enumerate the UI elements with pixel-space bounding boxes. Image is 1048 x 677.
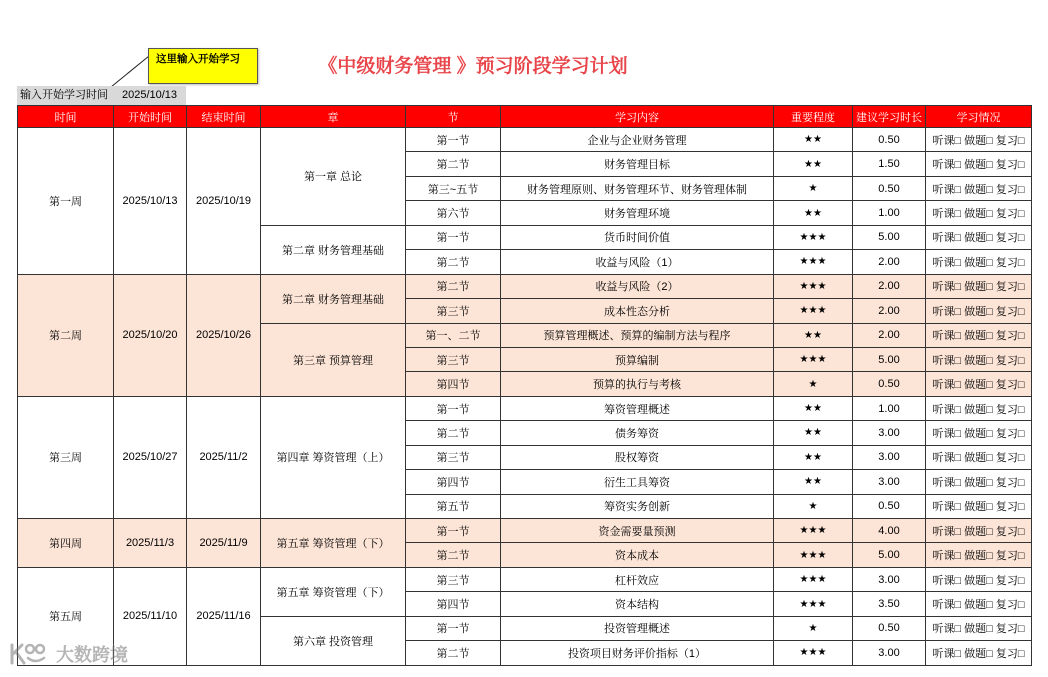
study-content: 收益与风险（2） — [501, 275, 774, 299]
importance-stars: ★★★ — [774, 275, 853, 299]
suggested-hours: 1.00 — [853, 397, 926, 421]
section-label: 第一节 — [406, 128, 501, 152]
review-checkbox[interactable]: 复习□ — [995, 183, 1025, 196]
practice-checkbox[interactable]: 做题□ — [964, 232, 993, 245]
status-checklist — [926, 568, 1032, 592]
suggested-hours: 3.00 — [853, 641, 926, 665]
importance-stars: ★★ — [774, 152, 853, 176]
status-checklist — [926, 348, 1032, 372]
suggested-hours: 2.00 — [853, 299, 926, 323]
section-label: 第三节 — [406, 568, 501, 592]
study-content: 衍生工具筹资 — [501, 470, 774, 494]
study-content: 资金需要量预测 — [501, 519, 774, 543]
chapter-name: 第四章 筹资管理（上） — [261, 397, 406, 519]
lecture-checkbox[interactable]: 听课□ — [932, 134, 962, 147]
review-checkbox[interactable]: 复习□ — [995, 305, 1025, 318]
status-checklist — [926, 592, 1032, 616]
importance-stars: ★★★ — [774, 592, 853, 616]
suggested-hours: 3.00 — [853, 470, 926, 494]
study-plan-table — [17, 105, 1032, 666]
review-checkbox[interactable]: 复习□ — [995, 550, 1025, 563]
section-label: 第一节 — [406, 397, 501, 421]
section-label: 第二节 — [406, 641, 501, 665]
importance-stars: ★★★ — [774, 519, 853, 543]
review-checkbox[interactable]: 复习□ — [995, 501, 1025, 514]
importance-stars: ★★ — [774, 201, 853, 225]
chapter-name: 第三章 预算管理 — [261, 324, 406, 397]
status-checklist — [926, 128, 1032, 152]
lecture-checkbox[interactable]: 听课□ — [932, 623, 962, 636]
chapter-name: 第一章 总论 — [261, 128, 406, 226]
study-content: 资本结构 — [501, 592, 774, 616]
study-content: 债务筹资 — [501, 421, 774, 445]
section-label: 第二节 — [406, 543, 501, 567]
section-label: 第三节 — [406, 348, 501, 372]
lecture-checkbox[interactable]: 听课□ — [932, 550, 962, 563]
suggested-hours: 3.00 — [853, 446, 926, 470]
importance-stars: ★★★ — [774, 226, 853, 250]
practice-checkbox[interactable]: 做题□ — [964, 550, 993, 563]
section-label: 第一节 — [406, 519, 501, 543]
importance-stars: ★★★ — [774, 543, 853, 567]
section-label: 第四节 — [406, 470, 501, 494]
lecture-checkbox[interactable]: 听课□ — [932, 647, 962, 660]
suggested-hours: 0.50 — [853, 495, 926, 519]
section-label: 第五节 — [406, 495, 501, 519]
watermark-text: 大数跨境 — [56, 645, 128, 665]
suggested-hours: 5.00 — [853, 226, 926, 250]
importance-stars: ★★ — [774, 128, 853, 152]
review-checkbox[interactable]: 复习□ — [995, 208, 1025, 221]
column-header-start-date: 开始时间 — [114, 106, 187, 128]
importance-stars: ★★ — [774, 446, 853, 470]
review-checkbox[interactable]: 复习□ — [995, 232, 1025, 245]
status-checklist — [926, 397, 1032, 421]
study-content: 资本成本 — [501, 543, 774, 567]
importance-stars: ★★ — [774, 470, 853, 494]
suggested-hours: 0.50 — [853, 128, 926, 152]
section-label: 第一节 — [406, 617, 501, 641]
section-label: 第一节 — [406, 226, 501, 250]
week-label: 第四周 — [18, 519, 114, 568]
study-content: 投资项目财务评价指标（1） — [501, 641, 774, 665]
practice-checkbox[interactable]: 做题□ — [964, 427, 993, 440]
review-checkbox[interactable]: 复习□ — [995, 281, 1025, 294]
column-header-time: 时间 — [18, 106, 114, 128]
importance-stars: ★ — [774, 372, 853, 396]
chapter-name: 第五章 筹资管理（下） — [261, 519, 406, 568]
chapter-name: 第二章 财务管理基础 — [261, 226, 406, 275]
study-content: 预算编制 — [501, 348, 774, 372]
week-label: 第一周 — [18, 128, 114, 275]
status-checklist — [926, 470, 1032, 494]
suggested-hours: 5.00 — [853, 348, 926, 372]
week-label: 第二周 — [18, 275, 114, 397]
suggested-hours: 3.00 — [853, 568, 926, 592]
review-checkbox[interactable]: 复习□ — [995, 134, 1025, 147]
importance-stars: ★ — [774, 495, 853, 519]
column-header-chapter: 章 — [261, 106, 406, 128]
week-start-date: 2025/11/3 — [114, 519, 187, 568]
lecture-checkbox[interactable]: 听课□ — [932, 183, 962, 196]
lecture-checkbox[interactable]: 听课□ — [932, 305, 962, 318]
status-checklist — [926, 226, 1032, 250]
review-checkbox[interactable]: 复习□ — [995, 330, 1025, 343]
lecture-checkbox[interactable]: 听课□ — [932, 452, 962, 465]
status-checklist — [926, 641, 1032, 665]
importance-stars: ★★ — [774, 324, 853, 348]
importance-stars: ★ — [774, 617, 853, 641]
week-start-date: 2025/10/20 — [114, 275, 187, 397]
study-content: 投资管理概述 — [501, 617, 774, 641]
section-label: 第三~五节 — [406, 177, 501, 201]
start-date-label: 输入开始学习时间 — [20, 89, 108, 101]
review-checkbox[interactable]: 复习□ — [995, 427, 1025, 440]
review-checkbox[interactable]: 复习□ — [995, 379, 1025, 392]
review-checkbox[interactable]: 复习□ — [995, 647, 1025, 660]
section-label: 第二节 — [406, 275, 501, 299]
lecture-checkbox[interactable]: 听课□ — [932, 256, 962, 269]
practice-checkbox[interactable]: 做题□ — [964, 501, 993, 514]
status-checklist — [926, 543, 1032, 567]
status-checklist — [926, 324, 1032, 348]
suggested-hours: 5.00 — [853, 543, 926, 567]
callout-connector-line — [105, 50, 151, 90]
importance-stars: ★★★ — [774, 568, 853, 592]
practice-checkbox[interactable]: 做题□ — [964, 330, 993, 343]
importance-stars: ★★★ — [774, 348, 853, 372]
practice-checkbox[interactable]: 做题□ — [964, 305, 993, 318]
status-checklist — [926, 617, 1032, 641]
importance-stars: ★★★ — [774, 641, 853, 665]
study-content: 财务管理目标 — [501, 152, 774, 176]
importance-stars: ★★ — [774, 397, 853, 421]
week-end-date: 2025/11/9 — [187, 519, 261, 568]
column-header-content: 学习内容 — [501, 106, 774, 128]
section-label: 第一、二节 — [406, 324, 501, 348]
section-label: 第三节 — [406, 299, 501, 323]
study-content: 筹资实务创新 — [501, 495, 774, 519]
practice-checkbox[interactable]: 做题□ — [964, 134, 993, 147]
review-checkbox[interactable]: 复习□ — [995, 525, 1025, 538]
chapter-name: 第六章 投资管理 — [261, 617, 406, 666]
review-checkbox[interactable]: 复习□ — [995, 574, 1025, 587]
callout-note: 这里输入开始学习 — [148, 48, 258, 84]
lecture-checkbox[interactable]: 听课□ — [932, 354, 962, 367]
status-checklist — [926, 299, 1032, 323]
week-start-date: 2025/11/10 — [114, 568, 187, 666]
column-header-end-date: 结束时间 — [187, 106, 261, 128]
study-content: 财务管理环境 — [501, 201, 774, 225]
section-label: 第二节 — [406, 152, 501, 176]
column-header-status: 学习情况 — [926, 106, 1032, 128]
practice-checkbox[interactable]: 做题□ — [964, 281, 993, 294]
week-label: 第五周 — [18, 568, 114, 666]
section-label: 第四节 — [406, 372, 501, 396]
status-checklist — [926, 421, 1032, 445]
section-label: 第二节 — [406, 250, 501, 274]
start-date-input[interactable]: 2025/10/13 — [121, 89, 178, 101]
practice-checkbox[interactable]: 做题□ — [964, 476, 993, 489]
practice-checkbox[interactable]: 做题□ — [964, 403, 993, 416]
status-checklist — [926, 372, 1032, 396]
study-content: 企业与企业财务管理 — [501, 128, 774, 152]
suggested-hours: 0.50 — [853, 177, 926, 201]
suggested-hours: 1.50 — [853, 152, 926, 176]
practice-checkbox[interactable]: 做题□ — [964, 647, 993, 660]
review-checkbox[interactable]: 复习□ — [995, 599, 1025, 612]
section-label: 第三节 — [406, 446, 501, 470]
section-label: 第四节 — [406, 592, 501, 616]
suggested-hours: 0.50 — [853, 372, 926, 396]
week-end-date: 2025/10/26 — [187, 275, 261, 397]
study-content: 股权筹资 — [501, 446, 774, 470]
lecture-checkbox[interactable]: 听课□ — [932, 574, 962, 587]
suggested-hours: 4.00 — [853, 519, 926, 543]
status-checklist — [926, 495, 1032, 519]
suggested-hours: 3.50 — [853, 592, 926, 616]
suggested-hours: 2.00 — [853, 324, 926, 348]
study-content: 货币时间价值 — [501, 226, 774, 250]
lecture-checkbox[interactable]: 听课□ — [932, 427, 962, 440]
practice-checkbox[interactable]: 做题□ — [964, 623, 993, 636]
suggested-hours: 0.50 — [853, 617, 926, 641]
review-checkbox[interactable]: 复习□ — [995, 476, 1025, 489]
lecture-checkbox[interactable]: 听课□ — [932, 403, 962, 416]
review-checkbox[interactable]: 复习□ — [995, 623, 1025, 636]
status-checklist — [926, 152, 1032, 176]
review-checkbox[interactable]: 复习□ — [995, 354, 1025, 367]
practice-checkbox[interactable]: 做题□ — [964, 452, 993, 465]
review-checkbox[interactable]: 复习□ — [995, 159, 1025, 172]
practice-checkbox[interactable]: 做题□ — [964, 354, 993, 367]
study-content: 预算的执行与考核 — [501, 372, 774, 396]
review-checkbox[interactable]: 复习□ — [995, 256, 1025, 269]
status-checklist — [926, 177, 1032, 201]
chapter-name: 第二章 财务管理基础 — [261, 275, 406, 324]
status-checklist — [926, 275, 1032, 299]
review-checkbox[interactable]: 复习□ — [995, 452, 1025, 465]
lecture-checkbox[interactable]: 听课□ — [932, 330, 962, 343]
section-label: 第二节 — [406, 421, 501, 445]
study-content: 筹资管理概述 — [501, 397, 774, 421]
importance-stars: ★★★ — [774, 299, 853, 323]
status-checklist — [926, 250, 1032, 274]
column-header-section: 节 — [406, 106, 501, 128]
lecture-checkbox[interactable]: 听课□ — [932, 208, 962, 221]
chapter-name: 第五章 筹资管理（下） — [261, 568, 406, 617]
page-title: 《中级财务管理 》预习阶段学习计划 — [318, 56, 628, 77]
lecture-checkbox[interactable]: 听课□ — [932, 525, 962, 538]
review-checkbox[interactable]: 复习□ — [995, 403, 1025, 416]
practice-checkbox[interactable]: 做题□ — [964, 574, 993, 587]
week-end-date: 2025/11/16 — [187, 568, 261, 666]
column-header-duration: 建议学习时长 — [853, 106, 926, 128]
lecture-checkbox[interactable]: 听课□ — [932, 599, 962, 612]
study-content: 杠杆效应 — [501, 568, 774, 592]
status-checklist — [926, 519, 1032, 543]
lecture-checkbox[interactable]: 听课□ — [932, 159, 962, 172]
importance-stars: ★★ — [774, 421, 853, 445]
lecture-checkbox[interactable]: 听课□ — [932, 232, 962, 245]
column-header-importance: 重要程度 — [774, 106, 853, 128]
practice-checkbox[interactable]: 做题□ — [964, 256, 993, 269]
week-label: 第三周 — [18, 397, 114, 519]
section-label: 第六节 — [406, 201, 501, 225]
suggested-hours: 2.00 — [853, 250, 926, 274]
study-content: 预算管理概述、预算的编制方法与程序 — [501, 324, 774, 348]
study-content: 成本性态分析 — [501, 299, 774, 323]
practice-checkbox[interactable]: 做题□ — [964, 525, 993, 538]
lecture-checkbox[interactable]: 听课□ — [932, 501, 962, 514]
importance-stars: ★★★ — [774, 250, 853, 274]
practice-checkbox[interactable]: 做题□ — [964, 599, 993, 612]
practice-checkbox[interactable]: 做题□ — [964, 379, 993, 392]
suggested-hours: 2.00 — [853, 275, 926, 299]
status-checklist — [926, 201, 1032, 225]
importance-stars: ★ — [774, 177, 853, 201]
status-checklist — [926, 446, 1032, 470]
week-start-date: 2025/10/13 — [114, 128, 187, 275]
lecture-checkbox[interactable]: 听课□ — [932, 476, 962, 489]
lecture-checkbox[interactable]: 听课□ — [932, 379, 962, 392]
study-content: 财务管理原则、财务管理环节、财务管理体制 — [501, 177, 774, 201]
suggested-hours: 3.00 — [853, 421, 926, 445]
lecture-checkbox[interactable]: 听课□ — [932, 281, 962, 294]
suggested-hours: 1.00 — [853, 201, 926, 225]
practice-checkbox[interactable]: 做题□ — [964, 208, 993, 221]
start-date-row — [17, 86, 186, 105]
practice-checkbox[interactable]: 做题□ — [964, 183, 993, 196]
week-end-date: 2025/11/2 — [187, 397, 261, 519]
week-start-date: 2025/10/27 — [114, 397, 187, 519]
practice-checkbox[interactable]: 做题□ — [964, 159, 993, 172]
week-end-date: 2025/10/19 — [187, 128, 261, 275]
study-content: 收益与风险（1） — [501, 250, 774, 274]
